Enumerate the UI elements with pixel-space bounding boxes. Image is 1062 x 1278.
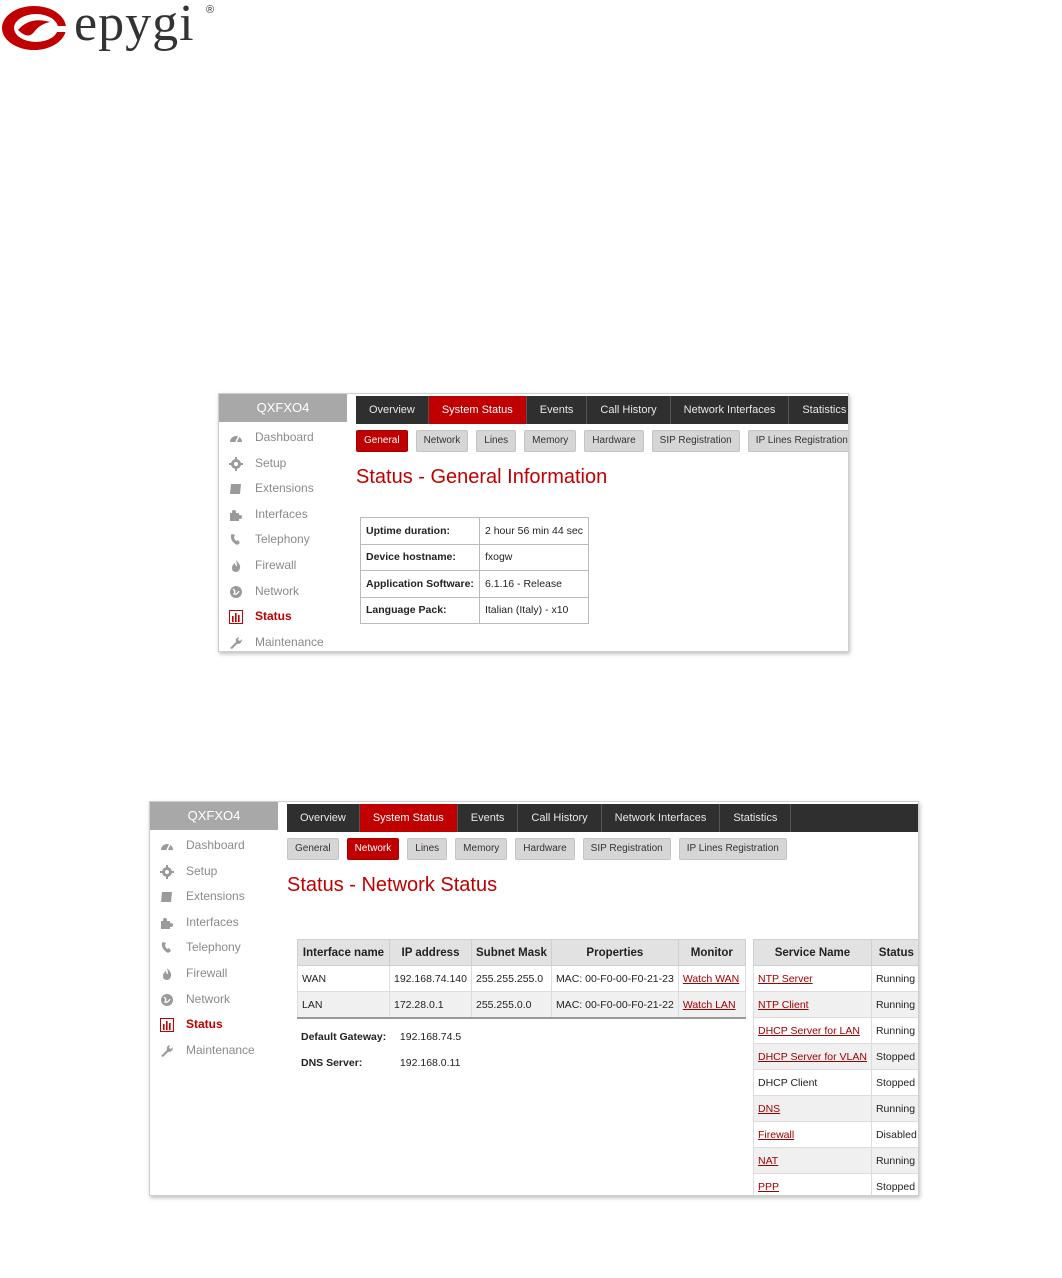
sidebar-item-label: Firewall <box>186 965 228 980</box>
properties: MAC: 00-F0-00-F0-21-23 <box>551 966 678 992</box>
properties: MAC: 00-F0-00-F0-21-22 <box>551 992 678 1019</box>
sidebar-item-label: Firewall <box>255 557 297 572</box>
tab-network-interfaces[interactable]: Network Interfaces <box>602 804 721 832</box>
page-title: Status - Network Status <box>287 874 498 896</box>
gear-icon <box>160 865 174 879</box>
wrench-icon <box>229 636 243 650</box>
services-table <box>753 939 919 1196</box>
service-link-ntp-server[interactable]: NTP Server <box>754 966 872 992</box>
logo-wordmark: epygi <box>74 0 195 52</box>
column-header: Status <box>871 940 919 966</box>
tab-system-status[interactable]: System Status <box>360 804 458 832</box>
column-header: Interface name <box>298 940 390 966</box>
subtab-lines[interactable]: Lines <box>407 838 447 860</box>
top-nav <box>356 396 849 424</box>
screenshot-network <box>149 801 919 1196</box>
service-status: Running <box>871 992 919 1018</box>
tab-overview[interactable]: Overview <box>287 804 360 832</box>
interface-name: LAN <box>298 992 390 1019</box>
tab-network-interfaces[interactable]: Network Interfaces <box>671 396 790 424</box>
info-label: Uptime duration: <box>361 518 480 545</box>
subtab-memory[interactable]: Memory <box>455 838 507 860</box>
dns-label: DNS Server: <box>301 1057 363 1069</box>
sidebar-item-dashboard[interactable] <box>150 833 278 859</box>
sidebar-item-label: Dashboard <box>186 838 245 852</box>
service-status: Disabled <box>871 1122 919 1148</box>
column-header: Properties <box>551 940 678 966</box>
sidebar-item-status[interactable] <box>150 1012 278 1038</box>
globe-icon <box>160 993 174 1007</box>
puzzle-icon <box>229 508 243 522</box>
column-header: Subnet Mask <box>472 940 552 966</box>
service-link-ntp-client[interactable]: NTP Client <box>754 992 872 1018</box>
table-row <box>361 518 589 545</box>
column-header: Monitor <box>678 940 745 966</box>
watch-wan-link[interactable]: Watch WAN <box>678 966 745 992</box>
table-row <box>754 966 920 992</box>
sidebar-item-label: Extensions <box>255 481 314 496</box>
tab-statistics[interactable]: Statistics <box>720 804 791 832</box>
service-link-ppp[interactable]: PPP <box>754 1174 872 1197</box>
tab-events[interactable]: Events <box>458 804 519 832</box>
subtab-ip-lines-registration[interactable]: IP Lines Registration <box>748 430 849 452</box>
table-row <box>754 1174 920 1197</box>
dashboard-icon <box>229 431 243 445</box>
sidebar-item-dashboard[interactable] <box>219 425 347 451</box>
service-status: Stopped <box>871 1174 919 1197</box>
watch-lan-link[interactable]: Watch LAN <box>678 992 745 1019</box>
subtab-sip-registration[interactable]: SIP Registration <box>652 430 740 452</box>
table-row <box>298 966 746 992</box>
sidebar-menu <box>219 422 347 652</box>
sidebar-item-label: Telephony <box>186 940 241 955</box>
dashboard-icon <box>160 839 174 853</box>
sidebar <box>150 802 278 1195</box>
gear-icon <box>229 457 243 471</box>
subnet-mask: 255.255.255.0 <box>472 966 552 992</box>
sidebar-item-network[interactable] <box>150 987 278 1013</box>
info-value: 6.1.16 - Release <box>479 571 588 598</box>
service-link-dhcp-server-lan[interactable]: DHCP Server for LAN <box>754 1018 872 1044</box>
service-status: Running <box>871 1148 919 1174</box>
tab-call-history[interactable]: Call History <box>518 804 601 832</box>
info-value: 2 hour 56 min 44 sec <box>479 518 588 545</box>
table-row <box>361 597 589 624</box>
sidebar-item-label: Maintenance <box>255 634 324 649</box>
table-header-row <box>754 940 920 966</box>
service-status: Stopped <box>871 1044 919 1070</box>
tab-call-history[interactable]: Call History <box>587 396 670 424</box>
dns-value: 192.168.0.11 <box>399 1057 461 1069</box>
table-row <box>754 1018 920 1044</box>
info-value: Italian (Italy) - x10 <box>479 597 588 624</box>
subtab-memory[interactable]: Memory <box>524 430 576 452</box>
sidebar-item-label: Status <box>255 609 292 624</box>
service-status: Running <box>871 1096 919 1122</box>
epygi-logo-mark-icon <box>0 2 70 52</box>
gateway-label: Default Gateway: <box>301 1031 387 1043</box>
service-link-dns[interactable]: DNS <box>754 1096 872 1122</box>
column-header: IP address <box>390 940 472 966</box>
sub-nav <box>356 430 849 452</box>
service-link-firewall[interactable]: Firewall <box>754 1122 872 1148</box>
subnet-mask: 255.255.0.0 <box>472 992 552 1019</box>
table-row <box>754 1148 920 1174</box>
info-label: Device hostname: <box>361 544 480 571</box>
sidebar-menu <box>150 830 278 1063</box>
sidebar-item-label: Interfaces <box>186 914 239 929</box>
sidebar-item-status[interactable] <box>219 604 347 630</box>
book-icon <box>160 890 174 904</box>
subtab-ip-lines-registration[interactable]: IP Lines Registration <box>679 838 787 860</box>
service-link-nat[interactable]: NAT <box>754 1148 872 1174</box>
table-row <box>754 1070 920 1096</box>
interface-name: WAN <box>298 966 390 992</box>
service-status: Running <box>871 1018 919 1044</box>
sidebar-item-interfaces[interactable] <box>219 502 347 528</box>
dns-server <box>301 1057 460 1069</box>
sub-nav <box>287 838 795 860</box>
subtab-sip-registration[interactable]: SIP Registration <box>583 838 671 860</box>
service-status: Stopped <box>871 1070 919 1096</box>
screenshot-general <box>218 393 849 652</box>
ip-address: 172.28.0.1 <box>390 992 472 1019</box>
gateway-value: 192.168.74.5 <box>399 1031 462 1043</box>
subtab-hardware[interactable]: Hardware <box>515 838 574 860</box>
sidebar-item-label: Telephony <box>255 532 310 547</box>
device-name: QXFXO4 <box>219 394 347 422</box>
general-info-table <box>360 517 589 624</box>
sidebar-item-firewall[interactable] <box>150 961 278 987</box>
service-name-dhcp-client: DHCP Client <box>754 1070 872 1096</box>
flame-icon <box>160 967 174 981</box>
sidebar-item-extensions[interactable] <box>219 476 347 502</box>
table-row <box>754 1096 920 1122</box>
sidebar-item-label: Network <box>186 991 231 1006</box>
top-nav <box>287 804 918 832</box>
tab-events[interactable]: Events <box>527 396 588 424</box>
info-label: Language Pack: <box>361 597 480 624</box>
epygi-logo <box>0 0 230 56</box>
table-row <box>754 992 920 1018</box>
sidebar-item-telephony[interactable] <box>150 935 278 961</box>
sidebar-item-label: Setup <box>186 863 218 878</box>
wrench-icon <box>160 1044 174 1058</box>
subtab-network[interactable]: Network <box>416 430 469 452</box>
bar-chart-icon <box>229 610 243 624</box>
sidebar-item-label: Maintenance <box>186 1042 255 1057</box>
sidebar-item-maintenance[interactable] <box>150 1038 278 1064</box>
info-value: fxogw <box>479 544 588 571</box>
table-row <box>754 1044 920 1070</box>
table-row <box>298 992 746 1019</box>
phone-icon <box>160 941 174 955</box>
tab-statistics[interactable]: Statistics <box>789 396 849 424</box>
sidebar-item-telephony[interactable] <box>219 527 347 553</box>
sidebar-item-maintenance[interactable] <box>219 630 347 652</box>
page-title: Status - General Information <box>356 466 608 488</box>
bar-chart-icon <box>160 1018 174 1032</box>
tab-system-status[interactable]: System Status <box>429 396 527 424</box>
sidebar-item-firewall[interactable] <box>219 553 347 579</box>
flame-icon <box>229 559 243 573</box>
table-row <box>361 544 589 571</box>
registered-mark: ® <box>206 4 215 16</box>
sidebar-item-label: Extensions <box>186 889 245 904</box>
book-icon <box>229 482 243 496</box>
sidebar-item-label: Interfaces <box>255 506 308 521</box>
table-header-row <box>298 940 746 966</box>
sidebar-item-network[interactable] <box>219 579 347 605</box>
globe-icon <box>229 585 243 599</box>
default-gateway <box>301 1031 461 1043</box>
sidebar-item-label: Setup <box>255 455 287 470</box>
service-status: Running <box>871 966 919 992</box>
subtab-general[interactable]: General <box>287 838 339 860</box>
sidebar <box>219 394 347 651</box>
subtab-general[interactable]: General <box>356 430 408 452</box>
ip-address: 192.168.74.140 <box>390 966 472 992</box>
table-row <box>361 571 589 598</box>
puzzle-icon <box>160 916 174 930</box>
service-link-dhcp-server-vlan[interactable]: DHCP Server for VLAN <box>754 1044 872 1070</box>
sidebar-item-label: Dashboard <box>255 430 314 444</box>
subtab-lines[interactable]: Lines <box>476 430 516 452</box>
table-row <box>754 1122 920 1148</box>
info-label: Application Software: <box>361 571 480 598</box>
column-header: Service Name <box>754 940 872 966</box>
interfaces-table <box>297 939 746 1019</box>
device-name: QXFXO4 <box>150 802 278 830</box>
sidebar-item-interfaces[interactable] <box>150 910 278 936</box>
sidebar-item-setup[interactable] <box>219 451 347 477</box>
sidebar-item-label: Status <box>186 1017 223 1032</box>
sidebar-item-label: Network <box>255 583 300 598</box>
subtab-network[interactable]: Network <box>347 838 400 860</box>
phone-icon <box>229 533 243 547</box>
subtab-hardware[interactable]: Hardware <box>584 430 643 452</box>
sidebar-item-extensions[interactable] <box>150 884 278 910</box>
sidebar-item-setup[interactable] <box>150 859 278 885</box>
tab-overview[interactable]: Overview <box>356 396 429 424</box>
